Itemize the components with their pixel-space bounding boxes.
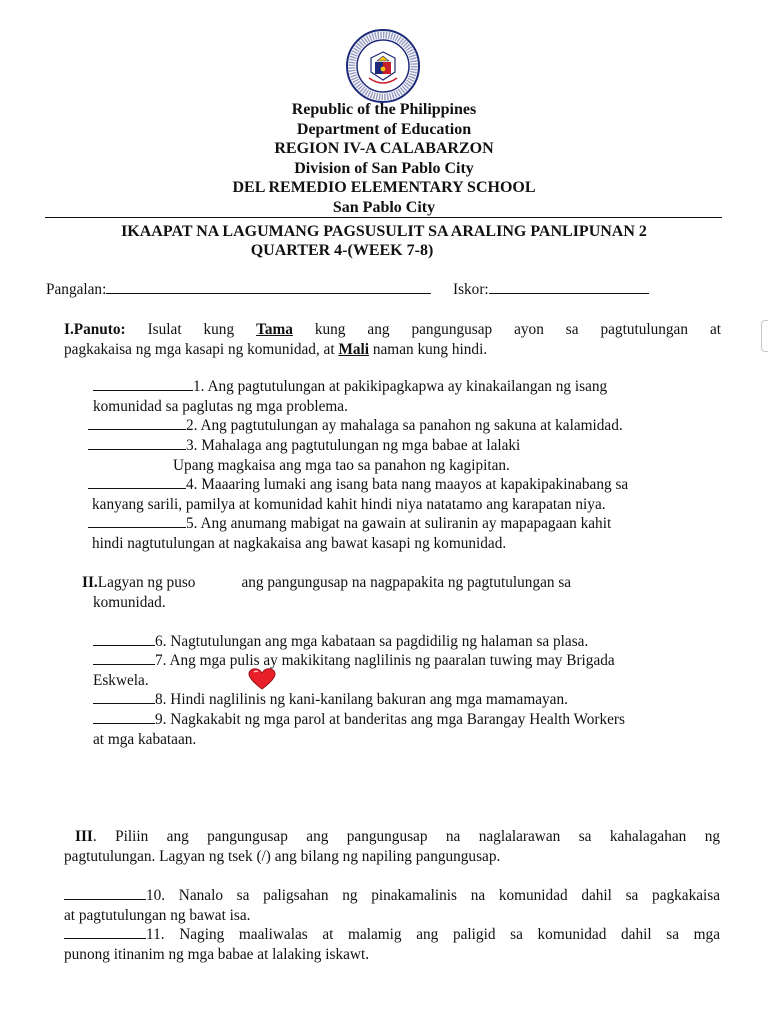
answer-blank-5[interactable] xyxy=(88,514,186,528)
section1-instruction-line1: I.Panuto: Isulat kung Tama kung ang pangungusap ayon sa pagtutulungan at xyxy=(64,321,721,338)
answer-blank-3[interactable] xyxy=(88,436,186,450)
answer-blank-1[interactable] xyxy=(93,377,193,391)
item-7-cont: Eskwela. xyxy=(93,672,149,689)
section3-instruction-line1: III. Piliin ang pangungusap ang pangungusap na naglalarawan sa kahalagahan ng xyxy=(75,828,720,845)
item-2: 2. Ang pagtutulungan ay mahalaga sa panahon ng sakuna at kalamidad. xyxy=(88,416,623,436)
answer-blank-10[interactable] xyxy=(64,886,146,900)
section2-instruction-line2: komunidad. xyxy=(93,594,166,611)
answer-blank-6[interactable] xyxy=(93,632,155,646)
item-5-cont: hindi nagtutulungan at nagkakaisa ang bawat kasapi ng komunidad. xyxy=(92,535,507,552)
item-6: 6. Nagtutulungan ang mga kabataan sa pagdidilig ng halaman sa plasa. xyxy=(93,632,588,652)
header-department: Department of Education xyxy=(296,121,472,138)
item-9-cont: at mga kabataan. xyxy=(93,731,197,748)
item-1: 1. Ang pagtutulungan at pakikipagkapwa ay kinakailangan ng isang xyxy=(93,377,607,397)
header-city: San Pablo City xyxy=(332,199,436,216)
heart-icon xyxy=(248,668,276,690)
header-divider xyxy=(45,217,722,218)
item-10-cont: at pagtutulungan ng bawat isa. xyxy=(64,907,251,924)
item-3: 3. Mahalaga ang pagtutulungan ng mga babae at lalaki xyxy=(88,436,520,456)
name-field[interactable] xyxy=(46,280,649,300)
score-label: Iskor: xyxy=(452,281,489,298)
item-9: 9. Nagkakabit ng mga parol at banderitas ang mga Barangay Health Workers xyxy=(93,710,625,730)
item-11: 11. Naging maaliwalas at malamig ang paligid sa komunidad dahil sa mga xyxy=(64,925,720,945)
name-blank[interactable] xyxy=(106,280,431,294)
section1-instruction-line2: pagkakaisa ng mga kasapi ng komunidad, at Mali naman kung hindi. xyxy=(64,341,488,358)
answer-blank-8[interactable] xyxy=(93,690,155,704)
section3-instruction-line2: pagtutulungan. Lagyan ng tsek (/) ang bilang ng napiling pangungusap. xyxy=(64,848,501,865)
header-school: DEL REMEDIO ELEMENTARY SCHOOL xyxy=(232,179,536,196)
section2-label: II. xyxy=(82,574,98,591)
score-blank[interactable] xyxy=(489,280,649,294)
item-8: 8. Hindi naglilinis ng kani-kanilang bakuran ang mga mamamayan. xyxy=(93,690,568,710)
section2-instruction-line1: II.Lagyan ng puso ang pangungusap na nagpapakita ng pagtutulungan sa xyxy=(82,574,572,591)
answer-blank-2[interactable] xyxy=(88,416,186,430)
mali-keyword: Mali xyxy=(338,341,370,358)
item-4-cont: kanyang sarili, pamilya at komunidad kahit hindi niya natatamo ang karapatan niya. xyxy=(92,496,606,513)
item-5: 5. Ang anumang mabigat na gawain at suliranin ay mapapagaan kahit xyxy=(88,514,611,534)
answer-blank-7[interactable] xyxy=(93,651,155,665)
answer-blank-4[interactable] xyxy=(88,475,186,489)
name-label: Pangalan: xyxy=(46,281,107,298)
header-division: Division of San Pablo City xyxy=(294,160,474,177)
section3-label: III xyxy=(75,828,93,845)
item-3-cont: Upang magkaisa ang mga tao sa panahon ng kagipitan. xyxy=(173,457,510,474)
item-11-cont: punong itinanim ng mga babae at lalaking iskawt. xyxy=(64,946,370,963)
header-region: REGION IV-A CALABARZON xyxy=(274,140,494,157)
test-quarter: QUARTER 4-(WEEK 7-8) xyxy=(250,242,434,259)
side-scroll-tab[interactable] xyxy=(761,320,768,352)
item-4: 4. Maaaring lumaki ang isang bata nang maayos at kapakipakinabang sa xyxy=(88,475,628,495)
item-1-cont: komunidad sa paglutas ng mga problema. xyxy=(93,398,348,415)
answer-blank-9[interactable] xyxy=(93,710,155,724)
deped-seal-logo xyxy=(345,28,421,104)
item-10: 10. Nanalo sa paligsahan ng pinakamalinis na komunidad dahil sa pagkakaisa xyxy=(64,886,720,906)
test-title: IKAAPAT NA LAGUMANG PAGSUSULIT SA ARALING PANLIPUNAN 2 xyxy=(121,223,647,240)
answer-blank-11[interactable] xyxy=(64,925,146,939)
section1-label: I.Panuto: xyxy=(64,321,126,338)
item-7: 7. Ang mga pulis ay makikitang naglilinis ng paaralan tuwing may Brigada xyxy=(93,651,615,671)
header-republic: Republic of the Philippines xyxy=(291,101,477,118)
tama-keyword: Tama xyxy=(256,321,293,338)
